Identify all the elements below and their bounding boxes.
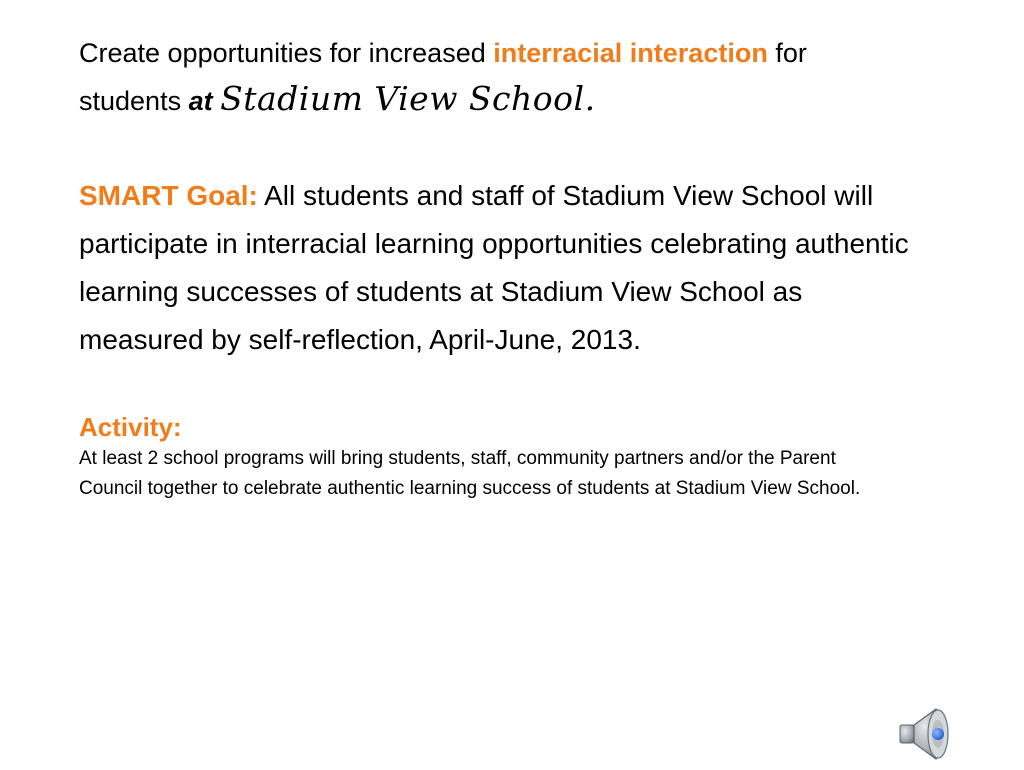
objective-at: at (188, 86, 213, 116)
school-name-script: Stadium View School (220, 79, 585, 118)
slide-content (79, 30, 909, 504)
smart-goal-text: All students and staff of Stadium View School will participate in interracial learning opportunities celebrating authentic learning successes of students at Stadium View School as measured by self-reflection, April-June, 2013. (79, 180, 909, 355)
speaker-icon[interactable] (894, 703, 960, 765)
objective-highlight: interracial interaction (493, 38, 768, 68)
activity-heading: Activity: (79, 412, 182, 442)
objective-statement (79, 30, 909, 124)
objective-period: . (584, 79, 596, 118)
smart-goal-label: SMART Goal: (79, 180, 258, 211)
objective-middle: for students (79, 38, 807, 116)
activity-text: At least 2 school programs will bring students, staff, community partners and/or the Parent Council together to celebrate authentic learning success of students at Stadium View School. (79, 448, 861, 499)
smart-goal (79, 172, 909, 364)
objective-prefix: Create opportunities for increased (79, 38, 494, 68)
